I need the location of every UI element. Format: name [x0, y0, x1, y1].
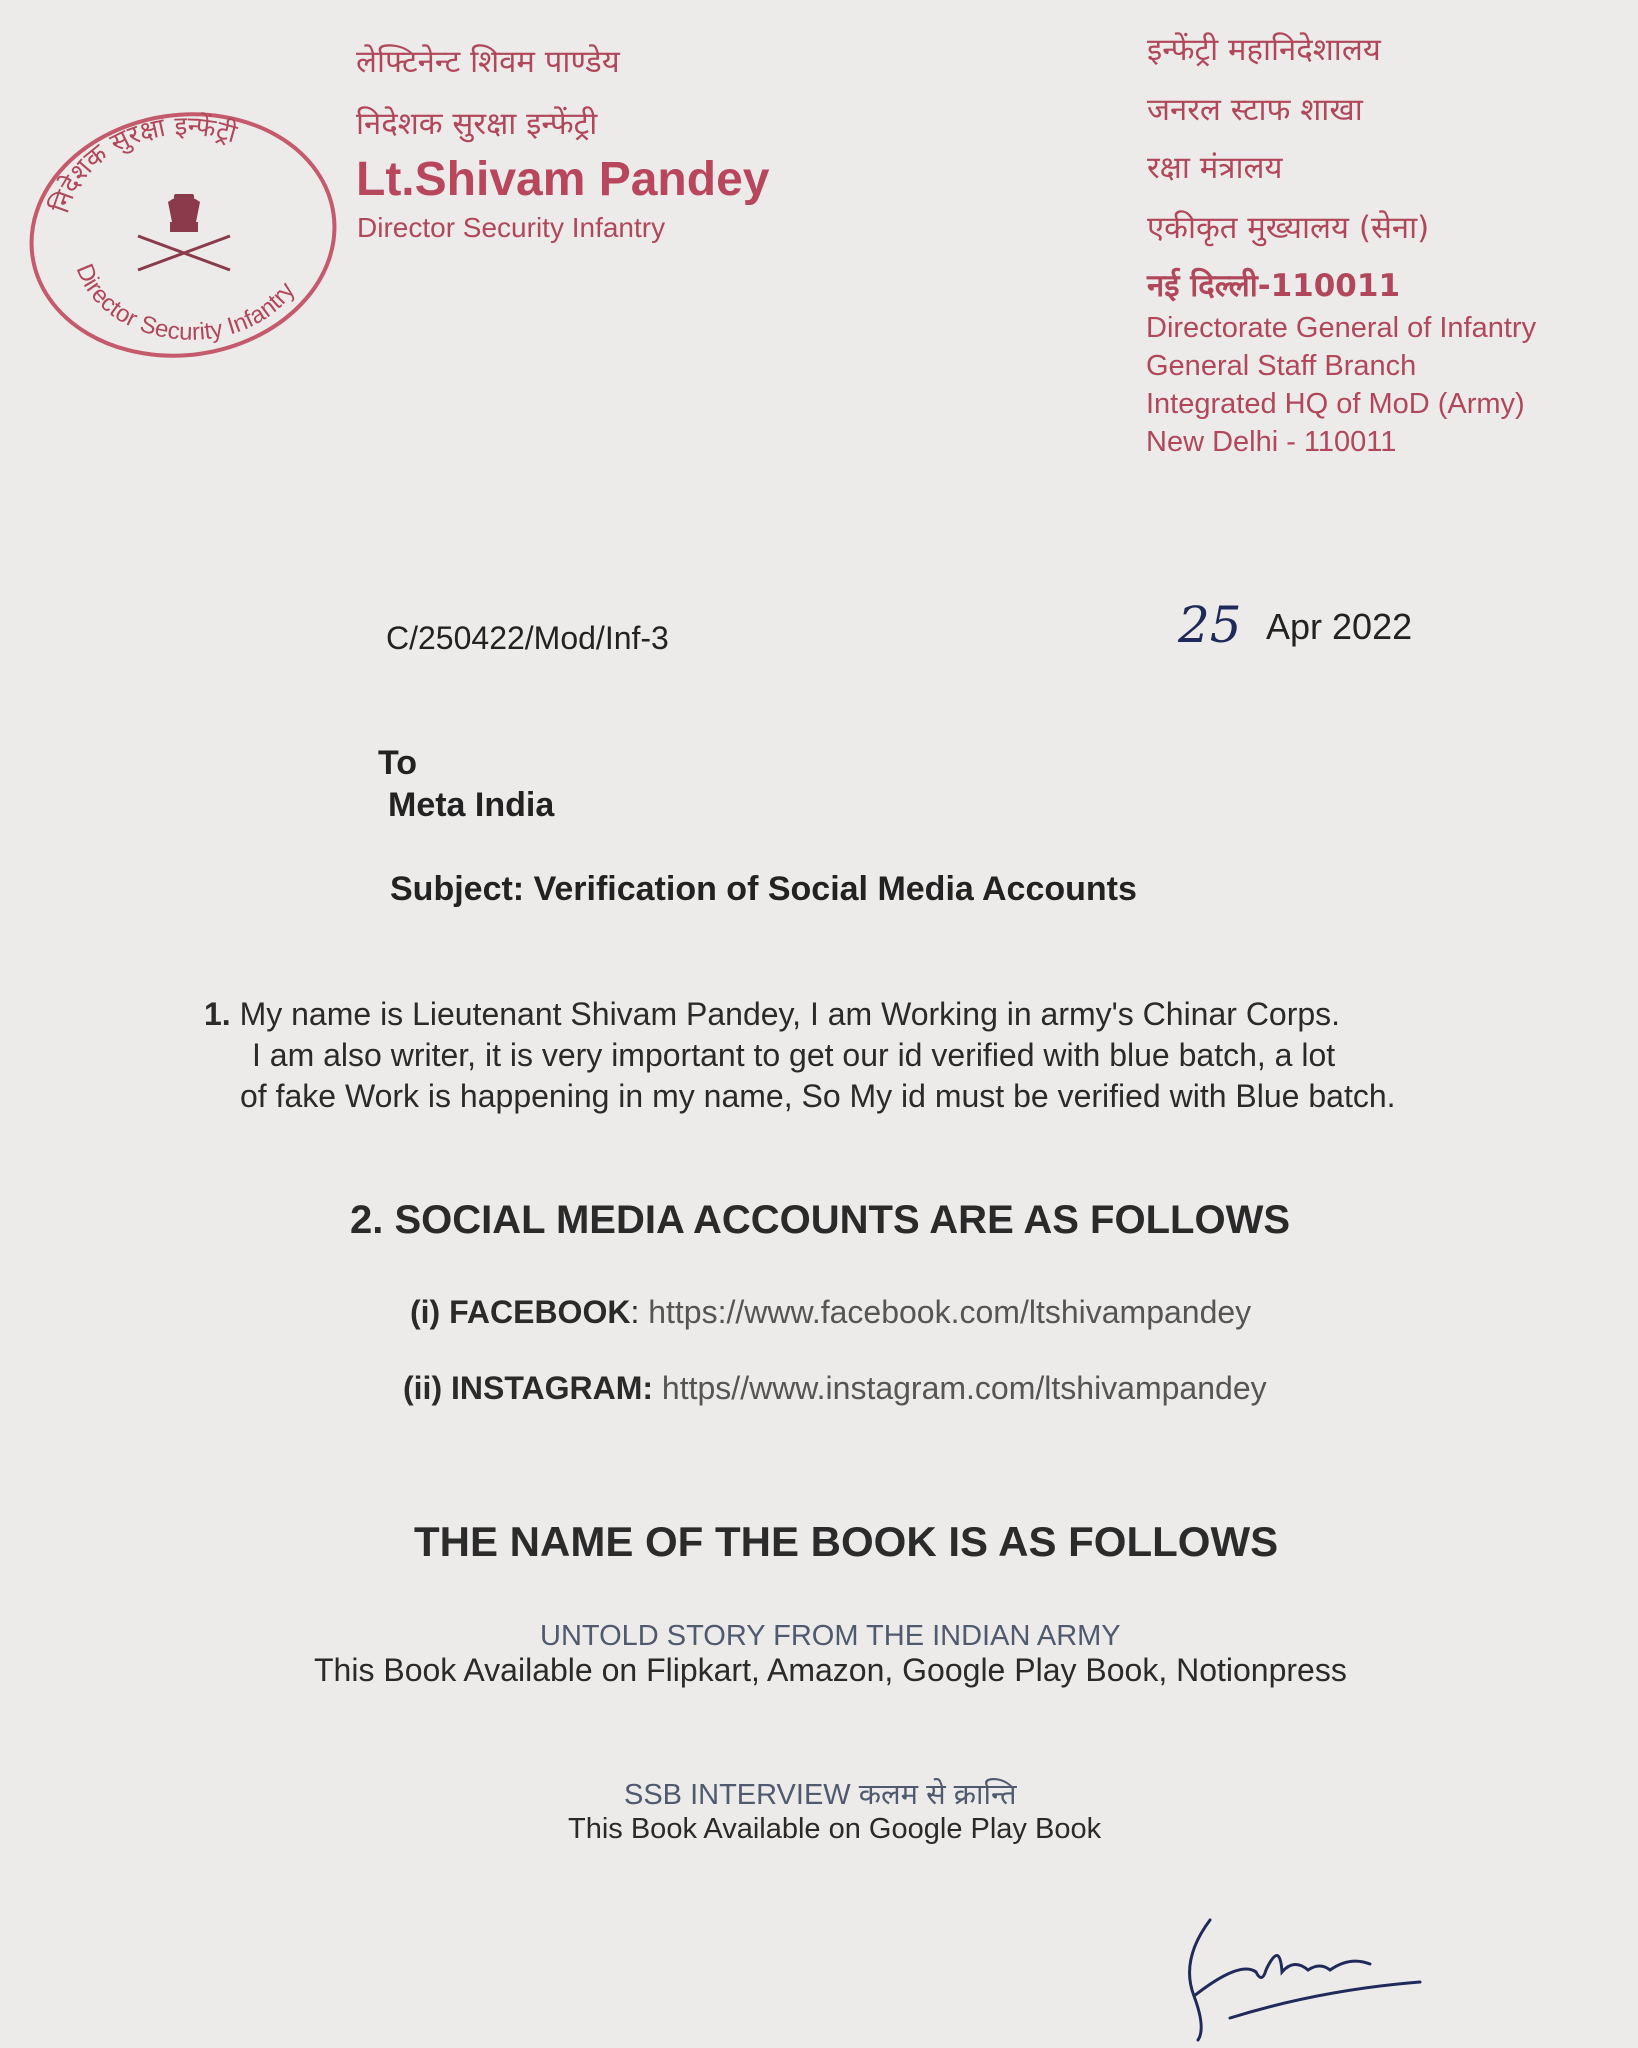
hindi-name: लेफ्टिनेन्ट शिवम पाण्डेय — [356, 44, 620, 80]
address-hindi-line: रक्षा मंत्रालय — [1147, 150, 1283, 186]
hindi-designation: निदेशक सुरक्षा इन्फेंट्री — [356, 106, 598, 142]
paragraph-1-line: I am also writer, it is very important to get our id verified with blue batch, a lot — [252, 1037, 1336, 1073]
addressee: Meta India — [388, 786, 555, 824]
book-availability: This Book Available on Flipkart, Amazon, Google Play Book, Notionpress — [314, 1652, 1347, 1688]
address-english-line: General Staff Branch — [1146, 350, 1417, 382]
address-english-line: Integrated HQ of MoD (Army) — [1146, 388, 1525, 420]
address-english-line: Directorate General of Infantry — [1146, 312, 1537, 344]
subject-line: Subject: Verification of Social Media Accounts — [390, 870, 1137, 908]
section-2-heading: 2. SOCIAL MEDIA ACCOUNTS ARE AS FOLLOWS — [350, 1198, 1291, 1242]
address-english-line: New Delhi - 110011 — [1146, 426, 1397, 458]
paragraph-1-line — [204, 996, 1340, 1033]
address-hindi-line: नई दिल्ली-110011 — [1147, 268, 1401, 304]
to-label: To — [378, 744, 418, 782]
svg-text:निदेशक सुरक्षा इन्फेंट्री — [44, 111, 241, 217]
english-name: Lt.Shivam Pandey — [356, 153, 770, 206]
paragraph-1-line: of fake Work is happening in my name, So My id must be verified with Blue batch. — [240, 1078, 1396, 1114]
facebook-link[interactable]: https://www.facebook.com/ltshivampandey — [648, 1294, 1252, 1330]
book-title: SSB INTERVIEW कलम से क्रान्ति — [624, 1779, 1017, 1811]
address-hindi-line: एकीकृत मुख्यालय (सेना) — [1147, 210, 1430, 246]
date-day-handwritten: 25 — [1178, 596, 1242, 654]
official-seal — [26, 110, 340, 360]
facebook-account: (i) FACEBOOK: https://www.facebook.com/ltshivampandey — [410, 1294, 1252, 1330]
english-designation: Director Security Infantry — [357, 212, 666, 243]
signature-icon — [1170, 1900, 1430, 2048]
seal-top-text: निदेशक सुरक्षा इन्फेंट्री — [45, 111, 240, 217]
instagram-link[interactable]: https//www.instagram.com/ltshivampandey — [661, 1370, 1267, 1406]
date: Apr 2022 — [1266, 606, 1413, 647]
address-hindi-line: जनरल स्टाफ शाखा — [1147, 92, 1363, 128]
seal-bottom-text: Director Security Infantry — [70, 260, 301, 346]
book-title: UNTOLD STORY FROM THE INDIAN ARMY — [540, 1620, 1121, 1652]
paragraph-text: My name is Lieutenant Shivam Pandey, I am Working in army's Chinar Corps. — [239, 996, 1341, 1032]
book-availability: This Book Available on Google Play Book — [568, 1813, 1102, 1845]
account-label: (i) FACEBOOK — [410, 1294, 631, 1330]
instagram-account — [403, 1370, 1267, 1407]
address-hindi-line: इन्फेंट्री महानिदेशालय — [1147, 32, 1381, 68]
paragraph-number: 1. — [204, 996, 231, 1032]
reference-number: C/250422/Mod/Inf-3 — [386, 620, 669, 656]
books-heading: THE NAME OF THE BOOK IS AS FOLLOWS — [414, 1518, 1279, 1565]
account-label: (ii) INSTAGRAM: — [403, 1370, 654, 1406]
emblem-icon — [138, 194, 230, 270]
